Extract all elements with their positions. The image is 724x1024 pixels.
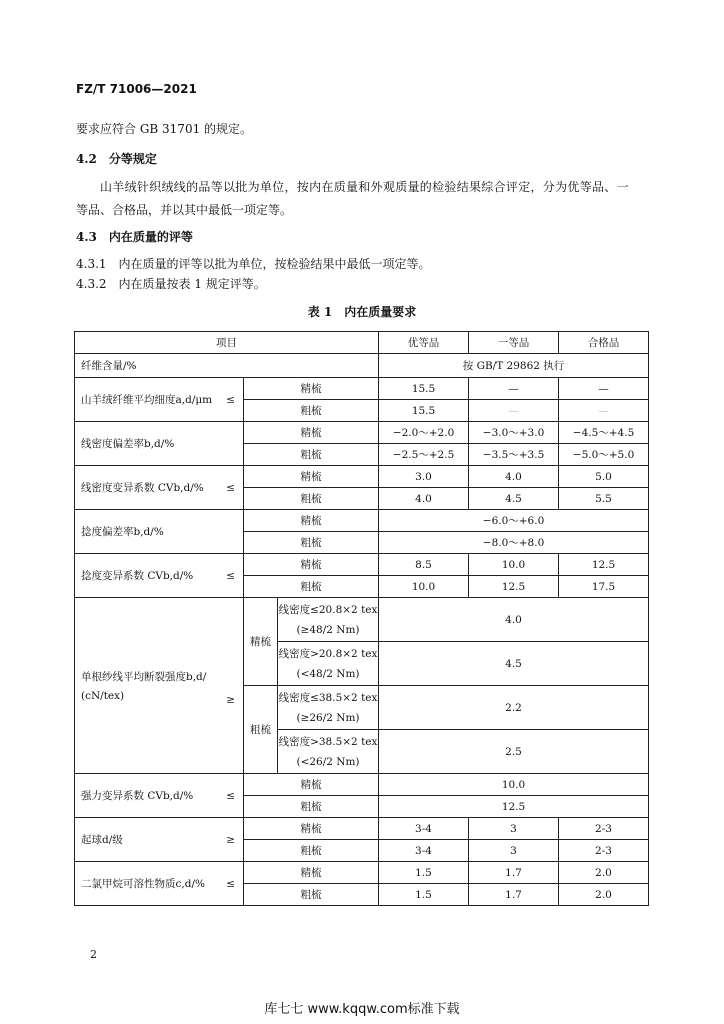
cell: 4.5 — [379, 642, 649, 686]
cell: 2.0 — [559, 884, 649, 906]
table-row — [75, 422, 649, 444]
sub-label: 精梳 — [244, 818, 379, 840]
paragraph: 要求应符合 GB 31701 的规定。 — [76, 122, 253, 136]
sub-label: 粗梳 — [244, 796, 379, 818]
cell: 4.0 — [379, 488, 469, 510]
table-row — [75, 774, 649, 796]
header-cell: 一等品 — [469, 332, 559, 354]
operator: ≤ — [226, 393, 235, 406]
cell: −2.5～+2.5 — [379, 444, 469, 466]
cell: −8.0～+8.0 — [379, 532, 649, 554]
cell: 2-3 — [559, 840, 649, 862]
cell: 12.5 — [379, 796, 649, 818]
cell: 按 GB/T 29862 执行 — [379, 354, 649, 378]
row-label-unit: (cN/tex) — [81, 690, 125, 702]
table-row — [75, 818, 649, 840]
cell: 12.5 — [559, 554, 649, 576]
cell: 4.5 — [469, 488, 559, 510]
cell: 4.0 — [469, 466, 559, 488]
section-heading: 4.2 分等规定 — [76, 152, 157, 166]
cell: 3-4 — [379, 818, 469, 840]
operator: ≤ — [226, 877, 235, 890]
cell: 1.7 — [469, 884, 559, 906]
cell: 2.2 — [379, 686, 649, 730]
table-title: 表 1 内在质量要求 — [307, 305, 417, 319]
cell: 5.5 — [559, 488, 649, 510]
sub-label: 精梳 — [244, 466, 379, 488]
row-label: 纤维含量/% — [75, 354, 379, 378]
cell: 3-4 — [379, 840, 469, 862]
section-heading: 4.3 内在质量的评等 — [76, 230, 193, 244]
row-label: 单根纱线平均断裂强度b,d/ — [81, 671, 207, 683]
paragraph: 4.3.1 内在质量的评等以批为单位，按检验结果中最低一项定等。 — [76, 257, 431, 271]
quality-table — [74, 331, 649, 906]
cell: −6.0～+6.0 — [379, 510, 649, 532]
operator: ≥ — [226, 693, 235, 706]
row-label: 线密度变异系数 CVb,d/% — [81, 482, 204, 494]
table-row — [75, 354, 649, 378]
sub-label: 精梳 — [244, 378, 379, 400]
sub-label: 粗梳 — [244, 840, 379, 862]
cell: −3.0～+3.0 — [469, 422, 559, 444]
cell: −3.5～+3.5 — [469, 444, 559, 466]
table-row — [75, 554, 649, 576]
sub-label: 粗梳 — [244, 444, 379, 466]
cell: 4.0 — [379, 598, 649, 642]
sub-label: 粗梳 — [244, 884, 379, 906]
cell: 15.5 — [379, 400, 469, 422]
sub-label: 精梳 — [244, 510, 379, 532]
sub-label: 精梳 — [244, 554, 379, 576]
cell: −5.0～+5.0 — [559, 444, 649, 466]
paragraph: 等品、合格品，并以其中最低一项定等。 — [76, 203, 293, 217]
cell: 5.0 — [559, 466, 649, 488]
cell: 2-3 — [559, 818, 649, 840]
header-cell: 项目 — [75, 332, 379, 354]
cell: — — [559, 378, 649, 400]
watermark-link[interactable]: 库七七 www.kqqw.com标准下载 — [264, 1002, 460, 1017]
table-header-row — [75, 332, 649, 354]
condition: 线密度>38.5×2 tex — [278, 735, 378, 748]
operator: ≤ — [226, 481, 235, 494]
row-label: 强力变异系数 CVb,d/% — [81, 790, 194, 802]
sub-label: 粗梳 — [244, 576, 379, 598]
sub-label: 精梳 — [244, 862, 379, 884]
sub-label: 精梳 — [244, 598, 278, 686]
paragraph: 4.3.2 内在质量按表 1 规定评等。 — [76, 277, 266, 291]
sub-label: 粗梳 — [244, 400, 379, 422]
cell: — — [559, 400, 649, 422]
header-cell: 优等品 — [379, 332, 469, 354]
operator: ≤ — [226, 569, 235, 582]
standard-number: FZ/T 71006—2021 — [76, 82, 197, 96]
cell: 3 — [469, 818, 559, 840]
cell: 15.5 — [379, 378, 469, 400]
cell: 10.0 — [379, 576, 469, 598]
row-label: 线密度偏差率b,d/% — [75, 422, 244, 466]
condition: (≥48/2 Nm) — [296, 623, 360, 636]
table-row — [75, 862, 649, 884]
row-label: 二氯甲烷可溶性物质c,d/% — [81, 878, 205, 890]
cell: 1.5 — [379, 884, 469, 906]
cell: 17.5 — [559, 576, 649, 598]
cell: 12.5 — [469, 576, 559, 598]
page-number: 2 — [90, 948, 97, 961]
table-row — [75, 466, 649, 488]
row-label: 捻度偏差率b,d/% — [75, 510, 244, 554]
header-cell: 合格品 — [559, 332, 649, 354]
row-label: 山羊绒纤维平均细度a,d/μm — [81, 394, 213, 406]
cell: 3 — [469, 840, 559, 862]
sub-label: 粗梳 — [244, 686, 278, 774]
condition: 线密度≤38.5×2 tex — [278, 691, 378, 704]
condition: 线密度≤20.8×2 tex — [278, 603, 378, 616]
table-row — [75, 510, 649, 532]
row-label: 捻度变异系数 CVb,d/% — [81, 570, 194, 582]
condition: (≥26/2 Nm) — [296, 711, 360, 724]
cell: 1.5 — [379, 862, 469, 884]
condition: (<26/2 Nm) — [296, 755, 360, 768]
table-row — [75, 378, 649, 400]
cell: −2.0～+2.0 — [379, 422, 469, 444]
operator: ≤ — [226, 789, 235, 802]
condition: (<48/2 Nm) — [296, 667, 360, 680]
condition: 线密度>20.8×2 tex — [278, 647, 378, 660]
cell: 2.0 — [559, 862, 649, 884]
sub-label: 精梳 — [244, 422, 379, 444]
cell: 2.5 — [379, 730, 649, 774]
row-label: 起球d/级 — [81, 834, 123, 846]
operator: ≥ — [226, 833, 235, 846]
cell: 8.5 — [379, 554, 469, 576]
paragraph: 山羊绒针织绒线的品等以批为单位，按内在质量和外观质量的检验结果综合评定，分为优等品、一 — [100, 180, 629, 194]
cell: 10.0 — [469, 554, 559, 576]
cell: — — [469, 378, 559, 400]
cell: 3.0 — [379, 466, 469, 488]
cell: 10.0 — [379, 774, 649, 796]
cell: 1.7 — [469, 862, 559, 884]
sub-label: 精梳 — [244, 774, 379, 796]
sub-label: 粗梳 — [244, 532, 379, 554]
sub-label: 粗梳 — [244, 488, 379, 510]
cell: −4.5～+4.5 — [559, 422, 649, 444]
table-row — [75, 598, 649, 642]
cell: — — [469, 400, 559, 422]
